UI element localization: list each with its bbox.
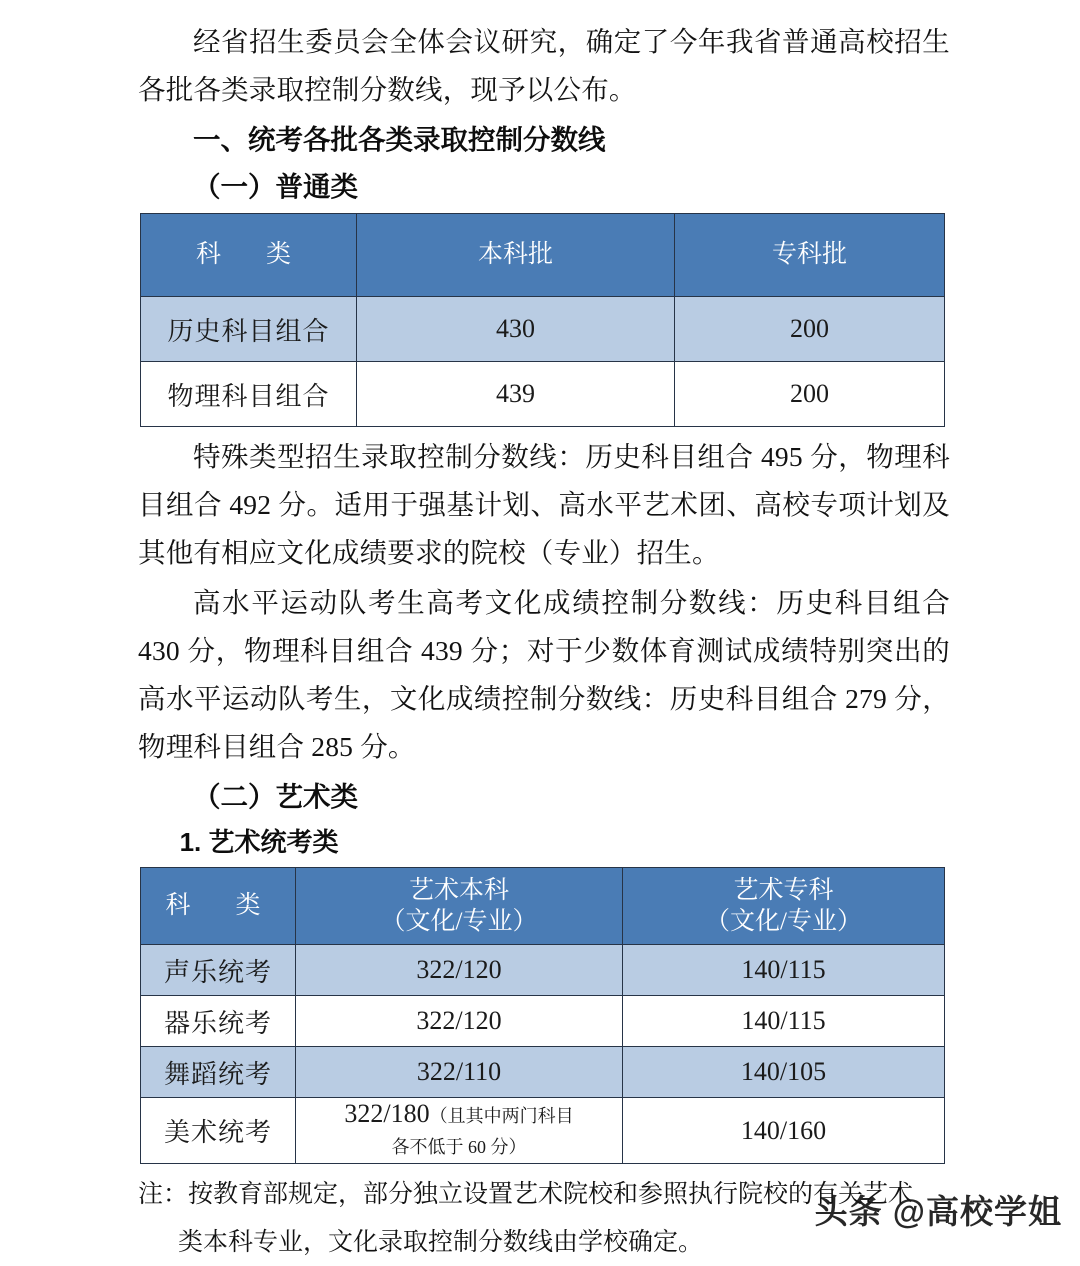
document-content [138,18,950,1266]
header-line-1: 艺术专科 [733,877,834,904]
score-note-part-a: （且其中两门科目 [429,1106,574,1126]
table-row [141,945,945,996]
intro-paragraph: 经省招生委员会全体会议研究，确定了今年我省普通高校招生各批各类录取控制分数线，现予以公布。 [138,26,950,105]
table-header-row [141,868,945,945]
cell-undergraduate-score: 439 [357,362,675,427]
table-header-row [141,214,945,297]
cell-category: 美术统考 [141,1098,296,1164]
table-row [141,1098,945,1164]
score-value: 322/180 [344,1099,430,1128]
header-line-2: （文化/专业） [380,908,538,935]
header-line-1: 艺术本科 [408,877,509,904]
header-cell-category: 科 类 [141,214,357,297]
cell-art-undergraduate-score: 322/110 [296,1047,623,1098]
watermark-logo: 头条 @高校学姐 [814,1193,1062,1230]
cell-art-junior-college-score: 140/160 [623,1098,945,1164]
cell-category: 历史科目组合 [141,297,357,362]
cell-undergraduate-score: 430 [357,297,675,362]
art-table-wrapper [140,867,950,1164]
score-line-1 [296,1098,622,1132]
header-cell-art-undergraduate [296,868,623,945]
header-cell-junior-college: 专科批 [675,214,945,297]
cell-art-undergraduate-score: 322/120 [296,945,623,996]
header-cell-undergraduate: 本科批 [357,214,675,297]
table-row [141,297,945,362]
header-cell-art-junior-college [623,868,945,945]
footnote-line-2: 类本科专业，文化录取控制分数线由学校确定。 [178,1228,704,1256]
cell-category: 舞蹈统考 [141,1047,296,1098]
score-note-part-b: 各不低于 60 分） [391,1137,527,1157]
ordinary-table-wrapper [140,213,950,427]
header-cell-category: 科 类 [141,868,296,945]
cell-art-undergraduate-score [296,1098,623,1164]
table-row [141,996,945,1047]
ordinary-score-table [140,213,945,427]
cell-art-junior-college-score: 140/115 [623,996,945,1047]
cell-junior-college-score: 200 [675,297,945,362]
table-row [141,362,945,427]
heading-art-unified-exam: 1. 艺术统考类 [179,827,339,857]
heading-subsection-ordinary: （一）普通类 [193,171,358,202]
art-score-table [140,867,945,1164]
heading-section-one: 一、统考各批各类录取控制分数线 [193,124,606,155]
special-admission-paragraph: 特殊类型招生录取控制分数线：历史科目组合 495 分，物理科目组合 492 分。适用于强基计划、高水平艺术团、高校专项计划及其他有相应文化成绩要求的院校（专业）招生。 [138,441,950,568]
table-row [141,1047,945,1098]
cell-category: 器乐统考 [141,996,296,1047]
cell-junior-college-score: 200 [675,362,945,427]
cell-art-undergraduate-score: 322/120 [296,996,623,1047]
header-line-2: （文化/专业） [705,908,862,935]
heading-subsection-art: （二）艺术类 [193,781,358,812]
cell-art-junior-college-score: 140/105 [623,1047,945,1098]
footnote-line-1: 注：按教育部规定，部分独立设置艺术院校和参照执行院校的有关艺术 [138,1180,914,1208]
cell-category: 声乐统考 [141,945,296,996]
cell-art-junior-college-score: 140/115 [623,945,945,996]
sports-team-paragraph: 高水平运动队考生高考文化成绩控制分数线：历史科目组合 430 分，物理科目组合 439 分；对于少数体育测试成绩特别突出的高水平运动队考生，文化成绩控制分数线：历史科目组合 279 分，物理科目组合 285 分。 [138,587,950,762]
cell-category: 物理科目组合 [141,362,357,427]
